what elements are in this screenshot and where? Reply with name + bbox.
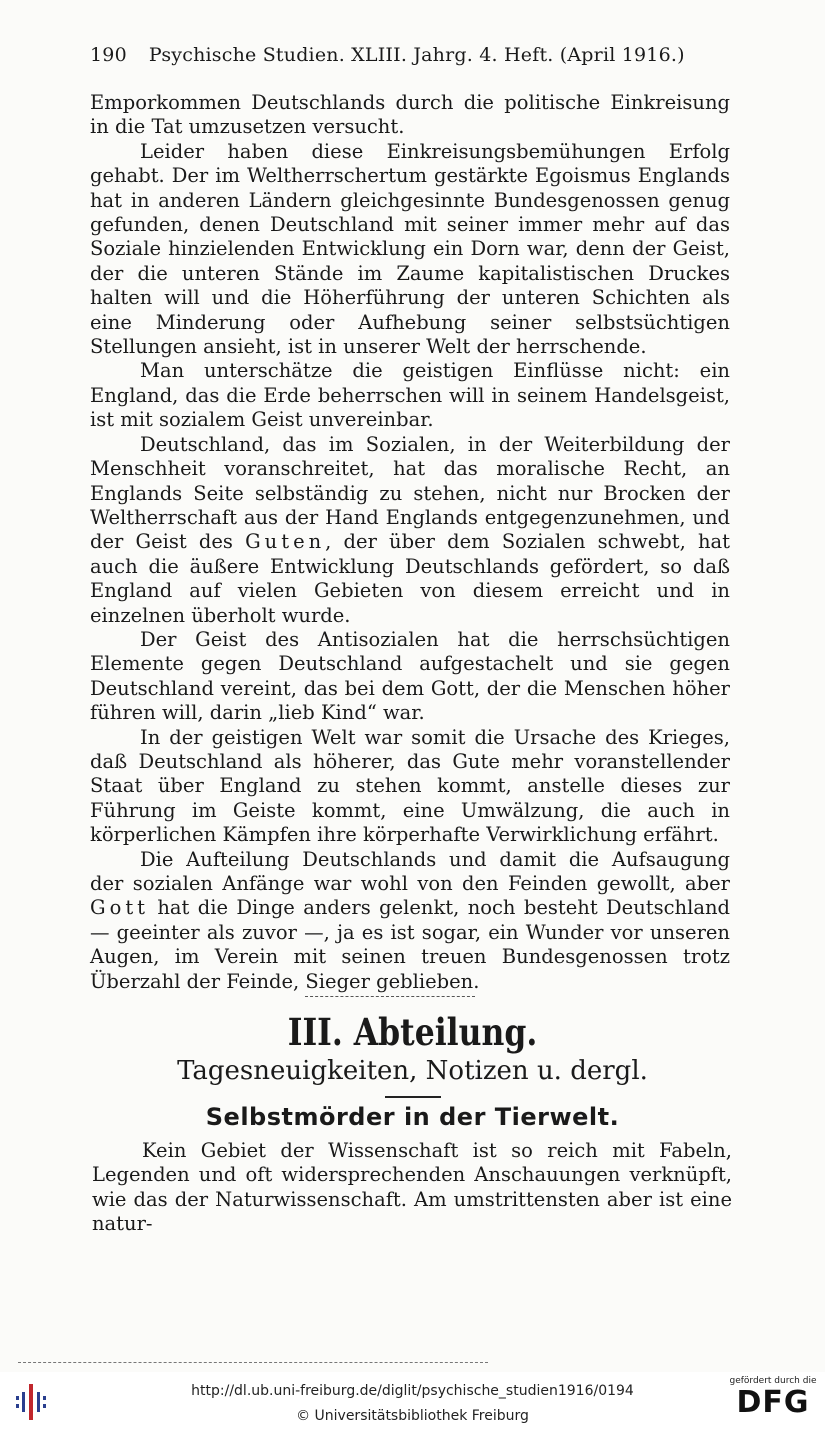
paragraph-aufteilung	[90, 848, 730, 994]
dfg-wordmark: DFG	[736, 1385, 810, 1420]
section-title: III. Abteilung.	[287, 1010, 538, 1054]
dfg-caption: gefördert durch die	[729, 1376, 817, 1386]
text-run: hat die Dinge anders gelenkt, noch besteht Deutschland — geeinter als zuvor —, ja es ist sogar, ein Wunder vor unseren Augen, im Verein mit seinen treuen Bundesgenossen trotz Überzahl der Feinde, Sieger geblieben.	[90, 896, 730, 993]
page-number: 190	[90, 44, 127, 66]
spaced-word: Gott	[90, 896, 149, 920]
paragraph: Man unterschätze die geistigen Einflüsse nicht: ein England, das die Erde beherrschen will in seinem Handelsgeist, ist mit sozialem Geist unvereinbar.	[90, 359, 730, 432]
running-header	[90, 44, 735, 66]
text-run: Die Aufteilung Deutschlands und damit die Aufsaugung der sozialen Anfänge war wohl von den Feinden gewollt, aber	[90, 847, 730, 895]
copyright-notice: © Universitätsbibliothek Freiburg	[296, 1408, 529, 1424]
paragraph-deutschland	[90, 433, 730, 628]
source-url[interactable]: http://dl.ub.uni-freiburg.de/diglit/psychische_studien1916/0194	[191, 1383, 634, 1399]
text-run: , der über dem Sozialen schwebt, hat auch die äußere Entwicklung Deutschlands gefördert, so daß England auf vielen Gebieten von diesem erreicht und in einzelnen überholt wurde.	[90, 530, 730, 627]
dfg-logo	[728, 1376, 818, 1428]
article-text	[92, 1139, 732, 1237]
short-divider	[385, 1096, 441, 1098]
scan-edge-line	[18, 1362, 488, 1363]
paragraph: Emporkommen Deutschlands durch die politische Einkreisung in die Tat umzusetzen versucht.	[90, 91, 730, 139]
running-title: Psychische Studien. XLIII. Jahrg. 4. Heft. (April 1916.)	[148, 44, 685, 66]
body-text	[90, 91, 730, 994]
text-run: Deutschland, das im Sozialen, in der Weiterbildung der Menschheit voranschreitet, hat das moralische Recht, an Englands Seite selbständig zu stehen, nicht nur Brocken der Weltherrschaft aus der Hand Englands entgegenzunehmen, und der Geist des	[90, 432, 730, 554]
paragraph: Kein Gebiet der Wissenschaft ist so reich mit Fabeln, Legenden und oft widersprechenden Anschauungen verknüpft, wie das der Naturwissenschaft. Am umstrittensten aber ist eine natur-	[92, 1139, 732, 1236]
paragraph: Der Geist des Antisozialen hat die herrschsüchtigen Elemente gegen Deutschland aufgestachelt und sie gegen Deutschland vereint, das bei dem Gott, der die Menschen höher führen will, darin „lieb Kind“ war.	[90, 627, 730, 725]
viewer-footer	[0, 1372, 825, 1430]
section-subtitle: Tagesneuigkeiten, Notizen u. dergl.	[177, 1056, 648, 1086]
paragraph: Leider haben diese Einkreisungsbemühungen Erfolg gehabt. Der im Weltherrschertum gestärkte Egoismus Englands hat in anderen Ländern gleichgesinnte Bundesgenossen genug gefunden, denen Deutschland mit seiner immer mehr auf das Soziale hinzielenden Entwicklung ein Dorn war, denn der Geist, der die unteren Stände im Zaume kapitalistischen Druckes halten will und die Höherführung der unteren Schichten als eine Minderung oder Aufhebung seiner selbstsüchtigen Stellungen ansieht, ist in unserer Welt der herrschende.	[90, 139, 730, 359]
spaced-word: Guten	[245, 530, 326, 554]
paragraph: In der geistigen Welt war somit die Ursache des Krieges, daß Deutschland als höherer, das Gute mehr voranstellender Staat über England zu stehen kommt, anstelle dieses zur Führung im Geiste kommt, eine Umwälzung, die auch in körperlichen Kämpfen ihre körperhafte Verwirklichung erfährt.	[90, 725, 730, 847]
article-title: Selbstmörder in der Tierwelt.	[205, 1103, 620, 1131]
separator-rule	[305, 996, 475, 997]
